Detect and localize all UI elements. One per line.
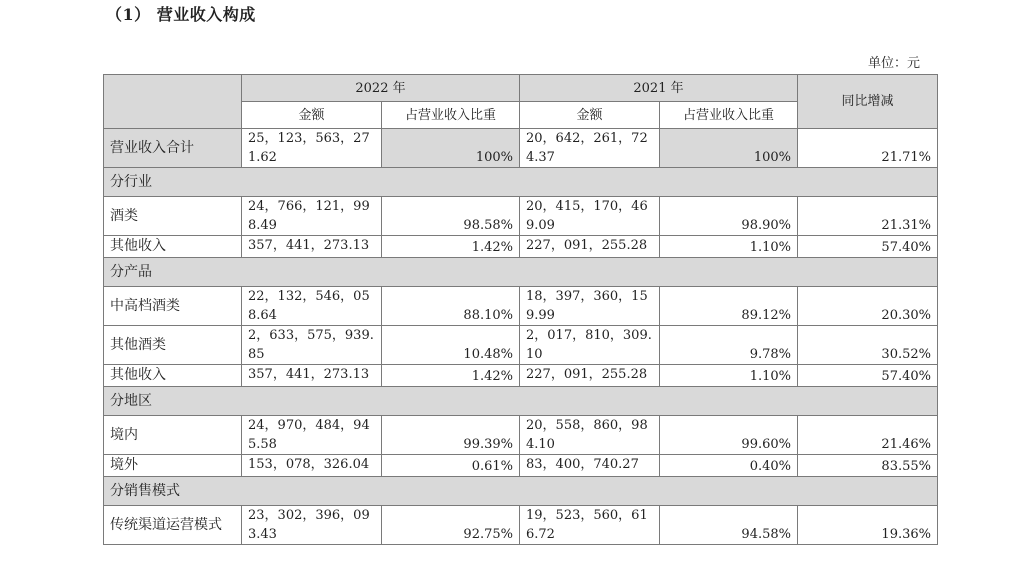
row-label: 营业收入合计: [104, 129, 242, 168]
year-2021-header: 2021 年: [520, 75, 798, 102]
table-row-overseas: [104, 455, 938, 477]
yoy-header: 同比增减: [798, 75, 938, 129]
amount-2021-cell: 19，523，560，616.72: [520, 506, 660, 545]
row-label: 酒类: [104, 197, 242, 236]
amount-2022-header: 金额: [242, 102, 382, 129]
amount-2021-cell: 20，558，860，984.10: [520, 416, 660, 455]
amount-2021-cell: 227，091，255.28: [520, 365, 660, 387]
share-2021-cell: 89.12%: [660, 287, 798, 326]
unit-label: 单位：元: [868, 56, 921, 71]
share-2021-cell: 9.78%: [660, 326, 798, 365]
table-row-other-income: [104, 365, 938, 387]
table-row-traditional-channel: [104, 506, 938, 545]
year-2022-header: 2022 年: [242, 75, 520, 102]
row-label: 境内: [104, 416, 242, 455]
row-label: 传统渠道运营模式: [104, 506, 242, 545]
yoy-cell: 21.31%: [798, 197, 938, 236]
table-row-premium: [104, 287, 938, 326]
share-2022-cell: 92.75%: [382, 506, 520, 545]
share-2022-cell: 98.58%: [382, 197, 520, 236]
share-2021-header: 占营业收入比重: [660, 102, 798, 129]
share-2022-cell: 1.42%: [382, 365, 520, 387]
amount-2021-cell: 227，091，255.28: [520, 236, 660, 258]
amount-2022-cell: 22，132，546，058.64: [242, 287, 382, 326]
share-2021-cell: 0.40%: [660, 455, 798, 477]
table-row-total: [104, 129, 938, 168]
share-2021-cell: 99.60%: [660, 416, 798, 455]
share-2022-header: 占营业收入比重: [382, 102, 520, 129]
row-label: 其他酒类: [104, 326, 242, 365]
section-row-sales-mode: [104, 477, 938, 506]
amount-2022-cell: 25，123，563，271.62: [242, 129, 382, 168]
table-row-other-liquor: [104, 326, 938, 365]
table-row-other-income: [104, 236, 938, 258]
row-label: 其他收入: [104, 236, 242, 258]
corner-cell: [104, 75, 242, 129]
share-2021-cell: 1.10%: [660, 236, 798, 258]
section-row-product: [104, 258, 938, 287]
share-2021-cell: 100%: [660, 129, 798, 168]
yoy-cell: 19.36%: [798, 506, 938, 545]
section-label: 分产品: [104, 258, 938, 287]
share-2022-cell: 0.61%: [382, 455, 520, 477]
revenue-composition-table: [103, 74, 938, 545]
share-2022-cell: 100%: [382, 129, 520, 168]
share-2022-cell: 1.42%: [382, 236, 520, 258]
section-row-region: [104, 387, 938, 416]
row-label: 中高档酒类: [104, 287, 242, 326]
table-row-liquor: [104, 197, 938, 236]
table-row-domestic: [104, 416, 938, 455]
row-label: 境外: [104, 455, 242, 477]
yoy-cell: 20.30%: [798, 287, 938, 326]
amount-2021-cell: 2，017，810，309.10: [520, 326, 660, 365]
section-heading: （1） 营业收入构成: [106, 5, 256, 24]
amount-2021-header: 金额: [520, 102, 660, 129]
section-label: 分销售模式: [104, 477, 938, 506]
yoy-cell: 21.71%: [798, 129, 938, 168]
amount-2021-cell: 20，415，170，469.09: [520, 197, 660, 236]
yoy-cell: 57.40%: [798, 365, 938, 387]
section-label: 分行业: [104, 168, 938, 197]
amount-2022-cell: 153，078，326.04: [242, 455, 382, 477]
section-label: 分地区: [104, 387, 938, 416]
amount-2022-cell: 2，633，575，939.85: [242, 326, 382, 365]
amount-2022-cell: 23，302，396，093.43: [242, 506, 382, 545]
share-2021-cell: 1.10%: [660, 365, 798, 387]
share-2021-cell: 94.58%: [660, 506, 798, 545]
amount-2022-cell: 24，970，484，945.58: [242, 416, 382, 455]
amount-2022-cell: 357，441，273.13: [242, 236, 382, 258]
share-2022-cell: 10.48%: [382, 326, 520, 365]
amount-2021-cell: 83，400，740.27: [520, 455, 660, 477]
section-row-industry: [104, 168, 938, 197]
yoy-cell: 57.40%: [798, 236, 938, 258]
amount-2021-cell: 20，642，261，724.37: [520, 129, 660, 168]
amount-2021-cell: 18，397，360，159.99: [520, 287, 660, 326]
row-label: 其他收入: [104, 365, 242, 387]
amount-2022-cell: 357，441，273.13: [242, 365, 382, 387]
yoy-cell: 21.46%: [798, 416, 938, 455]
share-2022-cell: 99.39%: [382, 416, 520, 455]
share-2021-cell: 98.90%: [660, 197, 798, 236]
share-2022-cell: 88.10%: [382, 287, 520, 326]
amount-2022-cell: 24，766，121，998.49: [242, 197, 382, 236]
yoy-cell: 83.55%: [798, 455, 938, 477]
yoy-cell: 30.52%: [798, 326, 938, 365]
